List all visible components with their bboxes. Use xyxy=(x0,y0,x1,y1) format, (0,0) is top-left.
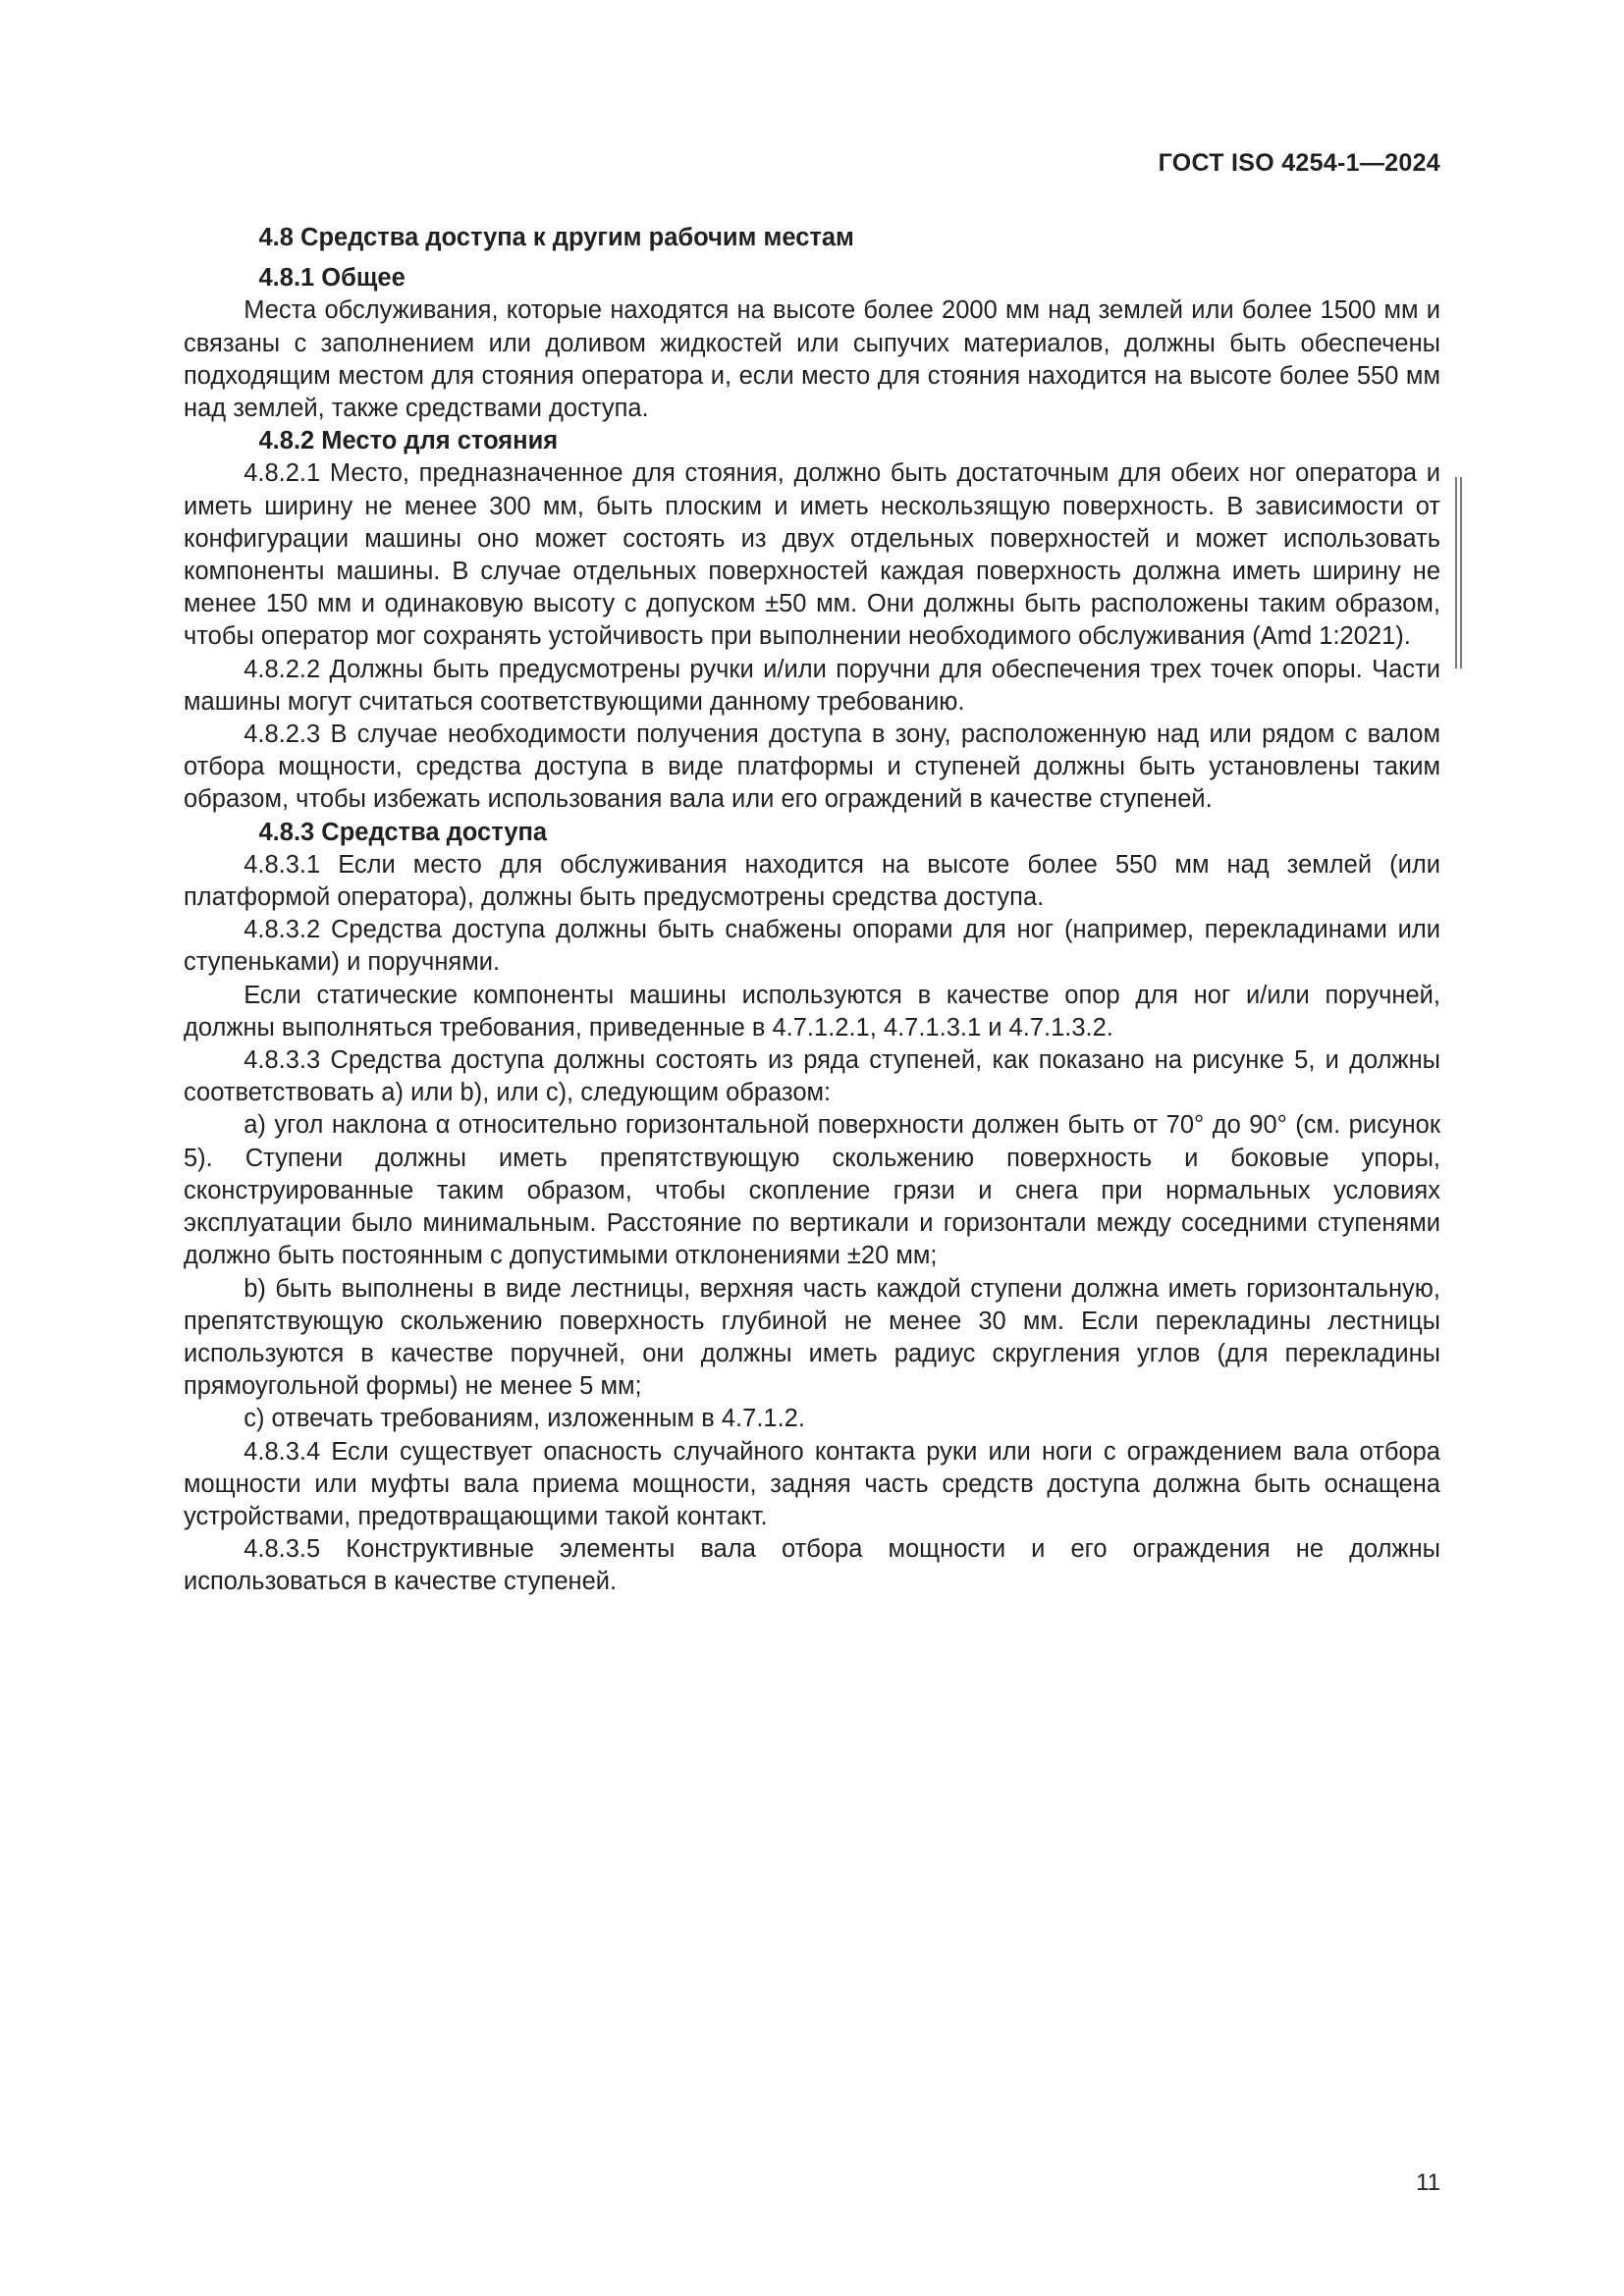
clause-4-8-3-3: 4.8.3.3 Средства доступа должны состоять из ряда ступеней, как показано на рисунке 5, и должны соответствовать а) или b), или с), следующим образом: xyxy=(184,1046,1440,1107)
clause-4-8-2-1: 4.8.2.1 Место, предназначенное для стояния, должно быть достаточным для обеих ног оператора и иметь ширину не менее 300 мм, быть плоским и иметь нескользящую поверхность. В зависимости от конфигурации машины оно может состоять из двух отдельных поверхностей и может использовать компоненты машины. В случае отдельных поверхностей каждая поверхность должна иметь ширину не менее 150 мм и одинаковую высоту с допуском ±50 мм. Они должны быть расположены таким образом, чтобы оператор мог сохранять устойчивость при выполнении необходимого обслуживания (Amd 1:2021). xyxy=(184,459,1440,651)
section-4-8-1-title: 4.8.1 Общее xyxy=(258,264,406,293)
document-header: ГОСТ ISO 4254-1—2024 xyxy=(1158,149,1440,177)
amendment-change-bar xyxy=(1455,477,1462,668)
clause-4-8-3-4: 4.8.3.4 Если существует опасность случайного контакта руки или ноги с ограждением вала отбора мощности или муфты вала приема мощности, задняя часть средств доступа должна быть оснащена устройствами, предотвращающими такой контакт. xyxy=(184,1437,1440,1530)
clause-4-8-2-2: 4.8.2.2 Должны быть предусмотрены ручки и/или поручни для обеспечения трех точек опоры. Части машины могут считаться соответствующими данному требованию. xyxy=(184,655,1440,716)
clause-4-8-3-5: 4.8.3.5 Конструктивные элементы вала отбора мощности и его ограждения не должны использоваться в качестве ступеней. xyxy=(184,1535,1440,1596)
clause-4-8-3-3-item-a: а) угол наклона α относительно горизонтальной поверхности должен быть от 70° до 90° (см. рисунок 5). Ступени должны иметь препятствующую скольжению поверхность и боковые упоры, сконструированные таким образом, чтобы скопление грязи и снега при нормальных условиях эксплуатации было минимальным. Расстояние по вертикали и горизонтали между соседними ступенями должно быть постоянным с допустимыми отклонениями ±20 мм; xyxy=(184,1111,1440,1270)
clause-4-8-3-2: 4.8.3.2 Средства доступа должны быть снабжены опорами для ног (например, перекладинами или ступеньками) и поручнями. xyxy=(184,916,1440,977)
clause-4-8-2-3: 4.8.2.3 В случае необходимости получения доступа в зону, расположенную над или рядом с валом отбора мощности, средства доступа в виде платформы и ступеней должны быть установлены таким образом, чтобы избежать использования вала или его ограждений в качестве ступеней. xyxy=(184,721,1440,814)
section-4-8-title: 4.8 Средства доступа к другим рабочим местам xyxy=(258,224,854,251)
page-number: 11 xyxy=(1416,2169,1440,2196)
clause-4-8-3-2-note: Если статические компоненты машины используются в качестве опор для ног и/или поручней, должны выполняться требования, приведенные в 4.7.1.2.1, 4.7.1.3.1 и 4.7.1.3.2. xyxy=(184,981,1440,1041)
clause-4-8-3-3-item-c: с) отвечать требованиям, изложенным в 4.7.1.2. xyxy=(244,1405,805,1433)
page-body xyxy=(184,222,1440,1599)
section-4-8-1-text: Места обслуживания, которые находятся на высоте более 2000 мм над землей или более 1500 мм и связаны с заполнением или доливом жидкостей или сыпучих материалов, должны быть обеспечены подходящим местом для стояния оператора и, если место для стояния находится на высоте более 550 мм над землей, также средствами доступа. xyxy=(184,296,1440,423)
clause-4-8-3-1: 4.8.3.1 Если место для обслуживания находится на высоте более 550 мм над землей (или платформой оператора), должны быть предусмотрены средства доступа. xyxy=(184,850,1440,912)
clause-4-8-3-3-item-b: b) быть выполнены в виде лестницы, верхняя часть каждой ступени должна иметь горизонтальную, препятствующую скольжению поверхность глубиной не менее 30 мм. Если перекладины лестницы используются в качестве поручней, они должны иметь радиус скругления углов (для перекладины прямоугольной формы) не менее 5 мм; xyxy=(184,1274,1440,1401)
section-4-8-2-title: 4.8.2 Место для стояния xyxy=(258,427,559,455)
section-4-8-3-title: 4.8.3 Средства доступа xyxy=(258,818,548,846)
